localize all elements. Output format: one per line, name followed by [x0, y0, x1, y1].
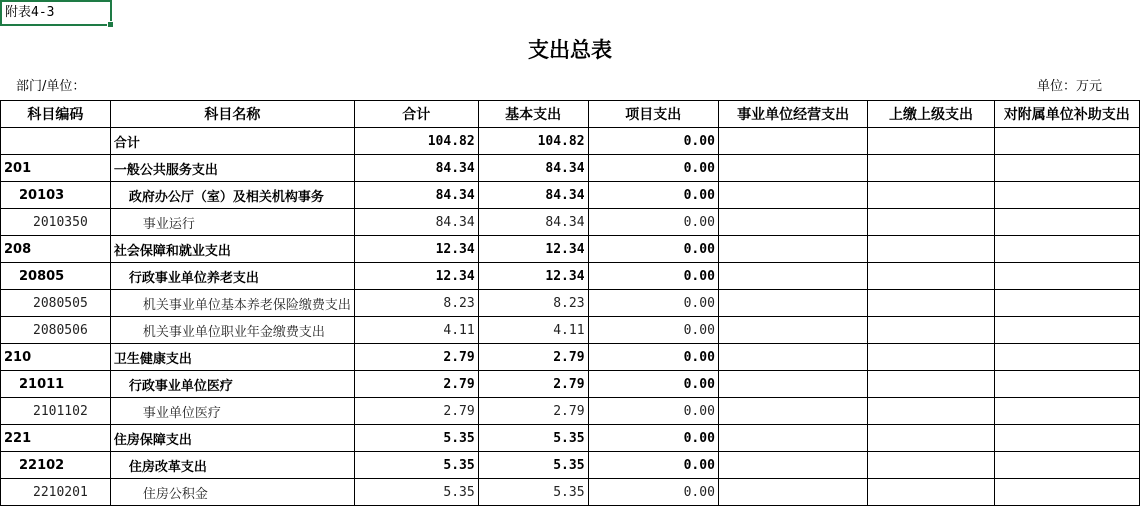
- upper-cell[interactable]: [868, 263, 994, 290]
- project-cell[interactable]: 0.00: [588, 182, 718, 209]
- project-cell[interactable]: 0.00: [588, 209, 718, 236]
- header-total: 合计: [354, 101, 478, 128]
- name-cell[interactable]: 事业运行: [110, 209, 354, 236]
- subsidy-cell[interactable]: [994, 155, 1139, 182]
- subsidy-cell[interactable]: [994, 128, 1139, 155]
- total-cell[interactable]: 84.34: [354, 182, 478, 209]
- header-name: 科目名称: [110, 101, 354, 128]
- upper-cell[interactable]: [868, 398, 994, 425]
- name-cell[interactable]: 卫生健康支出: [110, 344, 354, 371]
- subsidy-cell[interactable]: [994, 452, 1139, 479]
- header-subsidy: 对附属单位补助支出: [994, 101, 1139, 128]
- business-cell[interactable]: [718, 155, 867, 182]
- upper-cell[interactable]: [868, 209, 994, 236]
- table-row: [1, 317, 1140, 344]
- name-cell[interactable]: 机关事业单位职业年金缴费支出: [110, 317, 354, 344]
- upper-cell[interactable]: [868, 452, 994, 479]
- project-cell[interactable]: 0.00: [588, 479, 718, 506]
- total-cell[interactable]: 12.34: [354, 236, 478, 263]
- business-cell[interactable]: [718, 452, 867, 479]
- subsidy-cell[interactable]: [994, 371, 1139, 398]
- name-cell[interactable]: 事业单位医疗: [110, 398, 354, 425]
- project-cell[interactable]: 0.00: [588, 317, 718, 344]
- total-cell[interactable]: 5.35: [354, 479, 478, 506]
- table-row: [1, 290, 1140, 317]
- basic-cell[interactable]: 12.34: [478, 263, 588, 290]
- business-cell[interactable]: [718, 209, 867, 236]
- code-cell[interactable]: 21011: [1, 371, 111, 398]
- subsidy-cell[interactable]: [994, 236, 1139, 263]
- basic-cell[interactable]: 2.79: [478, 344, 588, 371]
- table-row: [1, 155, 1140, 182]
- total-cell[interactable]: 2.79: [354, 398, 478, 425]
- subsidy-cell[interactable]: [994, 290, 1139, 317]
- business-cell[interactable]: [718, 479, 867, 506]
- name-cell[interactable]: 行政事业单位养老支出: [110, 263, 354, 290]
- total-cell[interactable]: 2.79: [354, 344, 478, 371]
- subsidy-cell[interactable]: [994, 209, 1139, 236]
- subsidy-cell[interactable]: [994, 317, 1139, 344]
- project-cell[interactable]: 0.00: [588, 155, 718, 182]
- code-cell[interactable]: 2080506: [1, 317, 111, 344]
- table-row: [1, 344, 1140, 371]
- business-cell[interactable]: [718, 344, 867, 371]
- business-cell[interactable]: [718, 317, 867, 344]
- header-row: [1, 101, 1140, 128]
- header-project: 项目支出: [588, 101, 718, 128]
- code-cell[interactable]: 20103: [1, 182, 111, 209]
- business-cell[interactable]: [718, 182, 867, 209]
- upper-cell[interactable]: [868, 128, 994, 155]
- code-cell[interactable]: 2101102: [1, 398, 111, 425]
- expenditure-table: [0, 100, 1140, 506]
- project-cell[interactable]: 0.00: [588, 398, 718, 425]
- upper-cell[interactable]: [868, 155, 994, 182]
- table-row: [1, 452, 1140, 479]
- business-cell[interactable]: [718, 425, 867, 452]
- code-cell[interactable]: 221: [1, 425, 111, 452]
- name-cell[interactable]: 住房公积金: [110, 479, 354, 506]
- page-title: 支出总表: [528, 37, 612, 62]
- business-cell[interactable]: [718, 371, 867, 398]
- project-cell[interactable]: 0.00: [588, 263, 718, 290]
- name-cell[interactable]: 行政事业单位医疗: [110, 371, 354, 398]
- fill-handle[interactable]: [107, 21, 114, 28]
- unit-label: 单位：万元: [1036, 79, 1102, 94]
- business-cell[interactable]: [718, 128, 867, 155]
- project-cell[interactable]: 0.00: [588, 452, 718, 479]
- total-cell[interactable]: 104.82: [354, 128, 478, 155]
- sheet-tag-cell[interactable]: [0, 0, 112, 26]
- upper-cell[interactable]: [868, 425, 994, 452]
- code-cell[interactable]: 201: [1, 155, 111, 182]
- upper-cell[interactable]: [868, 182, 994, 209]
- total-cell[interactable]: 4.11: [354, 317, 478, 344]
- upper-cell[interactable]: [868, 236, 994, 263]
- table-row: [1, 263, 1140, 290]
- table-row: [1, 479, 1140, 506]
- code-cell[interactable]: 20805: [1, 263, 111, 290]
- project-cell[interactable]: 0.00: [588, 236, 718, 263]
- basic-cell[interactable]: 84.34: [478, 182, 588, 209]
- total-cell[interactable]: 5.35: [354, 425, 478, 452]
- business-cell[interactable]: [718, 263, 867, 290]
- business-cell[interactable]: [718, 398, 867, 425]
- total-cell[interactable]: 2.79: [354, 371, 478, 398]
- name-cell[interactable]: 一般公共服务支出: [110, 155, 354, 182]
- business-cell[interactable]: [718, 236, 867, 263]
- subsidy-cell[interactable]: [994, 398, 1139, 425]
- basic-cell[interactable]: 5.35: [478, 452, 588, 479]
- upper-cell[interactable]: [868, 290, 994, 317]
- basic-cell[interactable]: 5.35: [478, 479, 588, 506]
- upper-cell[interactable]: [868, 344, 994, 371]
- total-cell[interactable]: 12.34: [354, 263, 478, 290]
- name-cell[interactable]: 合计: [110, 128, 354, 155]
- total-cell[interactable]: 84.34: [354, 155, 478, 182]
- header-upper: 上缴上级支出: [868, 101, 994, 128]
- table-row: [1, 398, 1140, 425]
- total-cell[interactable]: 5.35: [354, 452, 478, 479]
- table-row: [1, 209, 1140, 236]
- basic-cell[interactable]: 5.35: [478, 425, 588, 452]
- header-business: 事业单位经营支出: [718, 101, 867, 128]
- total-cell[interactable]: 84.34: [354, 209, 478, 236]
- basic-cell[interactable]: 2.79: [478, 398, 588, 425]
- basic-cell[interactable]: 8.23: [478, 290, 588, 317]
- name-cell[interactable]: 机关事业单位基本养老保险缴费支出: [110, 290, 354, 317]
- basic-cell[interactable]: 104.82: [478, 128, 588, 155]
- basic-cell[interactable]: 2.79: [478, 371, 588, 398]
- project-cell[interactable]: 0.00: [588, 425, 718, 452]
- code-cell[interactable]: 2010350: [1, 209, 111, 236]
- subsidy-cell[interactable]: [994, 425, 1139, 452]
- table-row: [1, 236, 1140, 263]
- upper-cell[interactable]: [868, 479, 994, 506]
- name-cell[interactable]: 住房改革支出: [110, 452, 354, 479]
- basic-cell[interactable]: 84.34: [478, 209, 588, 236]
- name-cell[interactable]: 社会保障和就业支出: [110, 236, 354, 263]
- basic-cell[interactable]: 12.34: [478, 236, 588, 263]
- header-basic: 基本支出: [478, 101, 588, 128]
- subsidy-cell[interactable]: [994, 182, 1139, 209]
- code-cell[interactable]: 210: [1, 344, 111, 371]
- upper-cell[interactable]: [868, 317, 994, 344]
- upper-cell[interactable]: [868, 371, 994, 398]
- project-cell[interactable]: 0.00: [588, 344, 718, 371]
- project-cell[interactable]: 0.00: [588, 290, 718, 317]
- code-cell[interactable]: 2210201: [1, 479, 111, 506]
- header-code: 科目编码: [1, 101, 111, 128]
- code-cell[interactable]: 2080505: [1, 290, 111, 317]
- table-row: [1, 128, 1140, 155]
- name-cell[interactable]: 住房保障支出: [110, 425, 354, 452]
- project-cell[interactable]: 0.00: [588, 371, 718, 398]
- sheet-tag-text: 附表4-3: [5, 5, 55, 20]
- total-cell[interactable]: 8.23: [354, 290, 478, 317]
- code-cell[interactable]: 22102: [1, 452, 111, 479]
- subsidy-cell[interactable]: [994, 263, 1139, 290]
- table-row: [1, 425, 1140, 452]
- code-cell[interactable]: 208: [1, 236, 111, 263]
- name-cell[interactable]: 政府办公厅（室）及相关机构事务: [110, 182, 354, 209]
- table-row: [1, 371, 1140, 398]
- project-cell[interactable]: 0.00: [588, 128, 718, 155]
- table-row: [1, 182, 1140, 209]
- basic-cell[interactable]: 84.34: [478, 155, 588, 182]
- basic-cell[interactable]: 4.11: [478, 317, 588, 344]
- dept-label: 部门/单位：: [16, 79, 86, 94]
- code-cell[interactable]: [1, 128, 111, 155]
- subsidy-cell[interactable]: [994, 479, 1139, 506]
- subsidy-cell[interactable]: [994, 344, 1139, 371]
- business-cell[interactable]: [718, 290, 867, 317]
